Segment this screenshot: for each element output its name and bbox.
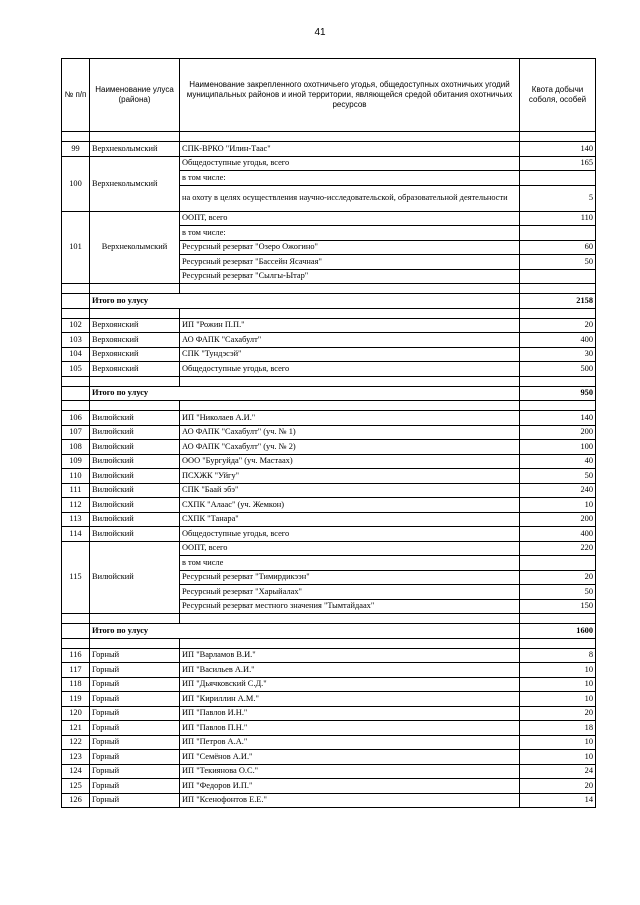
hunting-ground: СХПК "Алаас" (уч. Жемкон) [180,498,520,513]
table-row [62,527,596,542]
blank-cell [90,614,180,624]
total-quota: 2158 [520,294,596,309]
hunting-ground: Ресурсный резерват "Сылгы-Ытар" [180,269,520,284]
district-name: Верхоянский [90,333,180,348]
total-row [62,294,596,309]
hunting-ground: Ресурсный резерват местного значения "Тымтайдаах" [180,599,520,614]
row-number: 105 [62,362,90,377]
district-name: Вилюйский [90,440,180,455]
district-name: Вилюйский [90,454,180,469]
row-number: 119 [62,692,90,707]
row-number: 108 [62,440,90,455]
quota-value: 50 [520,585,596,600]
hunting-ground: ИП "Павлов П.Н." [180,721,520,736]
table-row [62,735,596,750]
blank-cell [180,401,520,411]
district-name: Горный [90,764,180,779]
quota-value: 400 [520,333,596,348]
quota-value: 10 [520,735,596,750]
table-row [62,512,596,527]
quota-value: 240 [520,483,596,498]
row-number: 99 [62,142,90,157]
quota-table [61,58,596,808]
row-number: 107 [62,425,90,440]
blank-cell [90,638,180,648]
table-row [62,411,596,426]
blank-cell [62,638,90,648]
blank-cell [62,308,90,318]
hunting-ground: АО ФАПК "Сахабулт" [180,333,520,348]
blank-row [62,614,596,624]
table-row [62,318,596,333]
blank-cell [62,401,90,411]
blank-cell [520,614,596,624]
quota-value: 20 [520,318,596,333]
quota-value: 200 [520,512,596,527]
total-number-cell [62,294,90,309]
district-name: Верхнеколымский [90,156,180,211]
quota-value: 30 [520,347,596,362]
row-number: 125 [62,779,90,794]
quota-value: 10 [520,677,596,692]
blank-cell [62,614,90,624]
quota-value: 140 [520,411,596,426]
hunting-ground: ИП "Федоров И.П." [180,779,520,794]
district-name: Вилюйский [90,541,180,614]
row-number: 115 [62,541,90,614]
page-number: 41 [314,27,326,38]
quota-value: 5 [520,185,596,211]
district-name: Горный [90,663,180,678]
hunting-ground: Общедоступные угодья, всего [180,527,520,542]
table-row [62,454,596,469]
blank-cell [180,638,520,648]
quota-value: 110 [520,211,596,226]
table-row [62,750,596,765]
blank-cell [62,376,90,386]
row-number: 126 [62,793,90,808]
blank-row [62,401,596,411]
quota-value: 24 [520,764,596,779]
row-number: 101 [62,211,90,284]
hunting-ground: Ресурсный резерват "Бассейн Ясачная" [180,255,520,270]
quota-value: 150 [520,599,596,614]
table-row [62,793,596,808]
quota-value: 20 [520,570,596,585]
table-header-row [62,59,596,132]
total-row [62,624,596,639]
quota-value: 20 [520,779,596,794]
blank-cell [90,401,180,411]
row-number: 102 [62,318,90,333]
quota-value: 60 [520,240,596,255]
hunting-ground: ИП "Варламов В.И." [180,648,520,663]
row-number: 110 [62,469,90,484]
quota-value: 500 [520,362,596,377]
district-name: Вилюйский [90,411,180,426]
table-row [62,347,596,362]
row-number: 120 [62,706,90,721]
table-row [62,333,596,348]
row-number: 117 [62,663,90,678]
total-number-cell [62,624,90,639]
total-row [62,386,596,401]
hunting-ground: СХПК "Танара" [180,512,520,527]
total-label: Итого по улусу [90,386,520,401]
hunting-ground: АО ФАПК "Сахабулт" (уч. № 1) [180,425,520,440]
table-row [62,156,596,171]
row-number: 124 [62,764,90,779]
district-name: Вилюйский [90,483,180,498]
row-number: 100 [62,156,90,211]
quota-value: 10 [520,663,596,678]
row-number: 106 [62,411,90,426]
row-number: 113 [62,512,90,527]
total-number-cell [62,386,90,401]
hunting-ground: ПСХЖК "Уйгу" [180,469,520,484]
table-row [62,211,596,226]
district-name: Горный [90,677,180,692]
hunting-ground: ИП "Рожин П.П." [180,318,520,333]
blank-row [62,376,596,386]
quota-value: 20 [520,706,596,721]
hunting-ground: СПК "Баай эбэ" [180,483,520,498]
district-name: Горный [90,750,180,765]
row-number: 109 [62,454,90,469]
hunting-ground: ИП "Петров А.А." [180,735,520,750]
quota-value: 220 [520,541,596,556]
district-name: Вилюйский [90,512,180,527]
quota-value: 50 [520,255,596,270]
table-row [62,677,596,692]
header-number: № п/п [62,59,90,132]
quota-value: 14 [520,793,596,808]
hunting-ground: на охоту в целях осуществления научно-исследовательской, образовательной деятельности [180,185,520,211]
district-name: Верхнеколымский [90,211,180,284]
blank-cell [180,308,520,318]
hunting-ground: в том числе: [180,226,520,241]
hunting-ground: Ресурсный резерват "Тимирдикээн" [180,570,520,585]
table-row [62,425,596,440]
header-hunting-ground: Наименование закрепленного охотничьего угодья, общедоступных охотничьих угодий муниципальных районов и иной территории, являющейся средой обитания охотничьих ресурсов [180,59,520,132]
blank-cell [62,284,90,294]
hunting-ground: Ресурсный резерват "Озеро Ожогино" [180,240,520,255]
hunting-ground: ООО "Бургуйда" (уч. Мастаах) [180,454,520,469]
quota-value: 10 [520,692,596,707]
blank-cell [520,308,596,318]
district-name: Горный [90,793,180,808]
table-row [62,764,596,779]
district-name: Вилюйский [90,469,180,484]
table-row [62,541,596,556]
quota-value [520,269,596,284]
header-district: Наименование улуса (района) [90,59,180,132]
total-label: Итого по улусу [90,624,520,639]
table-row [62,142,596,157]
hunting-ground: СПК "Тундэсэй" [180,347,520,362]
quota-value: 10 [520,498,596,513]
quota-value: 400 [520,527,596,542]
hunting-ground: ИП "Дьячковский С.Д." [180,677,520,692]
quota-value: 140 [520,142,596,157]
total-label: Итого по улусу [90,294,520,309]
row-number: 118 [62,677,90,692]
hunting-ground: ИП "Ксенофонтов Е.Е." [180,793,520,808]
quota-value: 40 [520,454,596,469]
quota-value: 18 [520,721,596,736]
hunting-ground: Общедоступные угодья, всего [180,156,520,171]
hunting-ground: ИП "Васильев А.И." [180,663,520,678]
row-number: 103 [62,333,90,348]
blank-cell [520,132,596,142]
table-row [62,706,596,721]
hunting-ground: в том числе [180,556,520,571]
quota-value [520,226,596,241]
blank-cell [180,376,520,386]
blank-cell [520,401,596,411]
hunting-ground: ООПТ, всего [180,541,520,556]
quota-value: 100 [520,440,596,455]
row-number: 112 [62,498,90,513]
table-row [62,779,596,794]
total-quota: 950 [520,386,596,401]
row-number: 121 [62,721,90,736]
header-quota: Квота добычи соболя, особей [520,59,596,132]
table-row [62,440,596,455]
table-row [62,721,596,736]
district-name: Верхоянский [90,362,180,377]
table-row [62,692,596,707]
blank-cell [90,376,180,386]
row-number: 122 [62,735,90,750]
district-name: Вилюйский [90,498,180,513]
quota-value: 200 [520,425,596,440]
hunting-ground: АО ФАПК "Сахабулт" (уч. № 2) [180,440,520,455]
blank-cell [62,132,90,142]
blank-row [62,638,596,648]
district-name: Верхнеколымский [90,142,180,157]
hunting-ground: ИП "Павлов И.Н." [180,706,520,721]
district-name: Горный [90,648,180,663]
quota-value: 8 [520,648,596,663]
district-name: Горный [90,721,180,736]
district-name: Горный [90,706,180,721]
table-row [62,648,596,663]
hunting-ground: в том числе: [180,171,520,186]
table-row [62,362,596,377]
blank-cell [90,284,180,294]
district-name: Верхоянский [90,318,180,333]
blank-cell [90,132,180,142]
quota-value: 10 [520,750,596,765]
row-number: 104 [62,347,90,362]
blank-cell [180,284,520,294]
blank-cell [180,614,520,624]
row-number: 116 [62,648,90,663]
hunting-ground: ИП "Семёнов А.И." [180,750,520,765]
district-name: Горный [90,779,180,794]
hunting-ground: Ресурсный резерват "Харыйалах" [180,585,520,600]
blank-row [62,308,596,318]
row-number: 123 [62,750,90,765]
hunting-ground: ИП "Кириллин А.М." [180,692,520,707]
quota-value: 50 [520,469,596,484]
blank-cell [520,284,596,294]
table-row [62,469,596,484]
total-quota: 1600 [520,624,596,639]
district-name: Горный [90,692,180,707]
table-body [62,132,596,808]
district-name: Вилюйский [90,425,180,440]
hunting-ground: СПК-ВРКО "Илин-Таас" [180,142,520,157]
hunting-ground: ИП "Николаев А.И." [180,411,520,426]
table-row [62,483,596,498]
table-row [62,498,596,513]
district-name: Верхоянский [90,347,180,362]
hunting-ground: Общедоступные угодья, всего [180,362,520,377]
quota-value [520,171,596,186]
district-name: Вилюйский [90,527,180,542]
table-row [62,663,596,678]
blank-cell [90,308,180,318]
blank-cell [520,638,596,648]
hunting-ground: ООПТ, всего [180,211,520,226]
blank-row [62,132,596,142]
blank-row [62,284,596,294]
blank-cell [520,376,596,386]
row-number: 114 [62,527,90,542]
quota-value [520,556,596,571]
quota-value: 165 [520,156,596,171]
blank-cell [180,132,520,142]
district-name: Горный [90,735,180,750]
hunting-ground: ИП "Текиянова О.С." [180,764,520,779]
row-number: 111 [62,483,90,498]
